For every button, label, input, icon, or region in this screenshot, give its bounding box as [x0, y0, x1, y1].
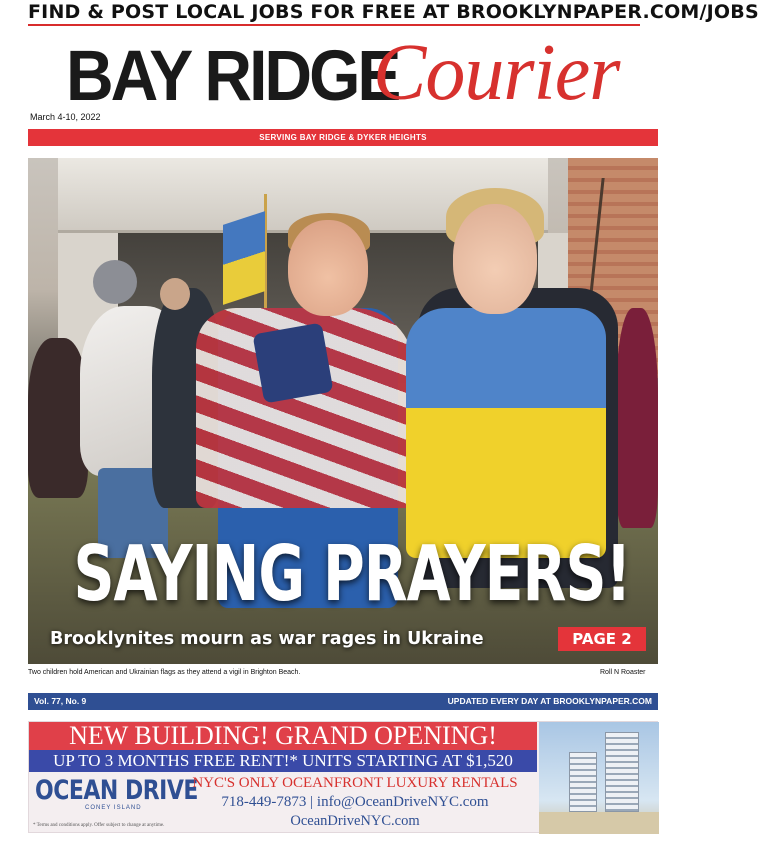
promo-url[interactable]: BROOKLYNPAPER.COM/JOBS: [456, 1, 759, 23]
american-flag-canton: [252, 322, 333, 403]
crowd-head-masked: [160, 278, 190, 310]
issue-date: March 4-10, 2022: [30, 112, 101, 122]
masthead: [60, 26, 620, 117]
ad-building-rendering: [539, 722, 659, 834]
ukrainian-flag-wrap: [406, 308, 606, 558]
ocean-drive-advertisement[interactable]: [28, 721, 658, 833]
masthead-courier: Courier: [373, 29, 620, 117]
ad-website-link[interactable]: OceanDriveNYC.com: [290, 813, 420, 829]
page-reference-badge[interactable]: PAGE 2: [558, 627, 646, 651]
crowd-person-right: [616, 308, 658, 528]
ad-logo: OCEAN DRIVE: [35, 776, 198, 806]
photo-caption: Two children hold American and Ukrainian flags as they attend a vigil in Brighton Beach.: [28, 669, 301, 676]
crowd-head-hat: [93, 260, 137, 304]
ad-contact[interactable]: 718-449-7873 | info@OceanDriveNYC.com: [221, 794, 489, 810]
small-ukrainian-flag: [223, 211, 265, 305]
volume-number: Vol. 77, No. 9: [34, 696, 87, 706]
ad-grand-opening-banner: NEW BUILDING! GRAND OPENING!: [29, 722, 537, 750]
jobs-promo-banner[interactable]: [28, 0, 759, 26]
ad-free-rent-strip: UP TO 3 MONTHS FREE RENT!* UNITS STARTING AT $1,520: [29, 750, 537, 772]
cover-headline[interactable]: SAYING PRAYERS!: [73, 530, 631, 620]
rendering-beach: [539, 812, 659, 834]
ad-tagline: NYC'S ONLY OCEANFRONT LUXURY RENTALS: [192, 775, 518, 791]
issue-info-bar: [28, 693, 658, 710]
serving-area-bar: SERVING BAY RIDGE & DYKER HEIGHTS: [28, 129, 658, 146]
rendering-tower-right: [605, 732, 639, 812]
crowd-person-left: [28, 338, 88, 498]
girl-face: [453, 204, 537, 314]
cover-subhead[interactable]: Brooklynites mourn as war rages in Ukraine: [50, 629, 484, 649]
photo-credit: Roll N Roaster: [600, 669, 646, 676]
ad-fine-print: * Terms and conditions apply. Offer subject to change at anytime.: [33, 823, 165, 828]
update-notice-link[interactable]: UPDATED EVERY DAY AT BROOKLYNPAPER.COM: [447, 696, 652, 706]
promo-text: FIND & POST LOCAL JOBS FOR FREE AT: [28, 1, 457, 23]
masthead-bay-ridge: BAY RIDGE: [66, 35, 399, 115]
cover-photo: [28, 158, 658, 664]
ad-logo-subtitle: CONEY ISLAND: [85, 805, 142, 811]
boy-face: [288, 220, 368, 316]
rendering-tower-left: [569, 752, 597, 812]
